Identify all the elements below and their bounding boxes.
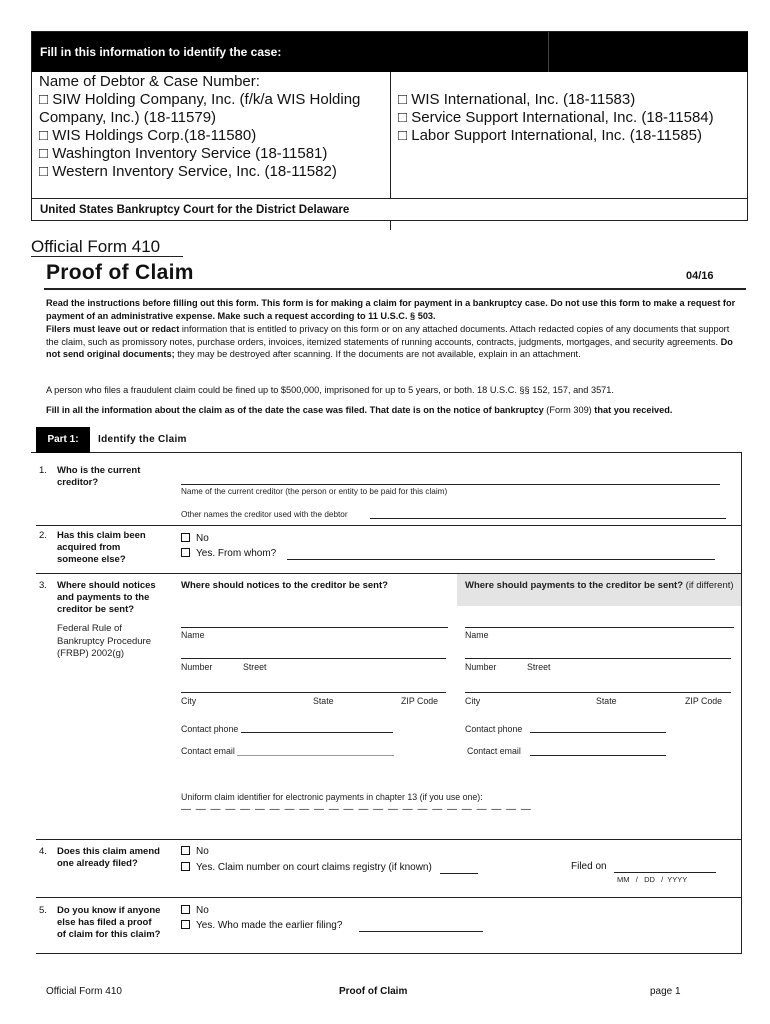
q4-question: Does this claim amend one already filed? — [57, 846, 160, 869]
debtor-option[interactable]: □ Washington Inventory Service (18-11581) — [39, 145, 328, 162]
debtor-option[interactable]: □ Labor Support International, Inc. (18-11585) — [398, 127, 702, 144]
notices-city-label: City — [181, 696, 197, 706]
debtor-option[interactable]: □ SIW Holding Company, Inc. (f/k/a WIS Holding — [39, 91, 361, 108]
claim-number-input[interactable] — [440, 873, 478, 874]
footer-page-number: page 1 — [650, 986, 681, 997]
checkbox-icon[interactable] — [181, 846, 190, 855]
case-identification-box — [31, 31, 748, 221]
q2-yes-option[interactable]: Yes. From whom? — [181, 547, 276, 561]
checkbox-icon[interactable]: □ — [398, 91, 408, 108]
checkbox-icon[interactable]: □ — [39, 145, 49, 162]
form-revision: 04/16 — [686, 270, 714, 282]
payments-street-input[interactable] — [465, 658, 731, 659]
q2-question: Has this claim been acquired from someone else? — [57, 530, 146, 565]
part1-title: Identify the Claim — [98, 434, 187, 445]
row-divider — [36, 525, 742, 526]
q4-number: 4. — [39, 846, 47, 857]
notices-number-label: Number — [181, 662, 213, 672]
case-box-right-column — [398, 91, 714, 145]
notices-heading: Where should notices to the creditor be sent? — [181, 580, 388, 591]
payments-email-input[interactable] — [530, 755, 666, 756]
debtor-label: Name of Debtor & Case Number: — [39, 73, 260, 90]
footer-form-title: Proof of Claim — [339, 986, 408, 997]
title-divider — [44, 288, 746, 290]
notices-state-label: State — [313, 696, 334, 706]
payments-heading: Where should payments to the creditor be sent? (if different) — [465, 580, 734, 591]
court-name: United States Bankruptcy Court for the District Delaware — [32, 198, 747, 220]
payments-street-label: Street — [527, 662, 551, 672]
checkbox-icon[interactable] — [181, 533, 190, 542]
q5-question: Do you know if anyone else has filed a proof of claim for this claim? — [57, 905, 161, 940]
date-format-hint: MM / DD / YYYY — [617, 875, 688, 884]
payments-name-label: Name — [465, 630, 489, 640]
q5-number: 5. — [39, 905, 47, 916]
q4-no-option[interactable]: No — [181, 845, 209, 859]
footer-form-number: Official Form 410 — [46, 986, 122, 997]
uniform-claim-id-input[interactable]: — — — — — — — — — — — — — — — — — — — — — — — — — [181, 804, 532, 815]
intro-fraud-warning: A person who files a fraudulent claim could be fined up to $500,000, imprisoned for up to 5 years, or both. 18 U.S.C. §§ 152, 157, and 3571. — [46, 385, 614, 395]
filed-on-label: Filed on — [571, 861, 607, 872]
q4-yes-option[interactable]: Yes. Claim number on court claims registry (if known) — [181, 861, 432, 875]
intro-redaction: Filers must leave out or redact information that is entitled to privacy on this form or on any attached documents. Attach redacted copies of any documents that support the claim, such as promissory notes, purchase orders, invoices, itemized statements of running accounts, contracts, judgments, mortgages, and security agreements. Do not send original documents; they may be destroyed after scanning. If the documents are not available, explain in an attachment. — [46, 324, 733, 359]
checkbox-icon[interactable] — [181, 905, 190, 914]
uniform-claim-id-label: Uniform claim identifier for electronic payments in chapter 13 (if you use one): — [181, 792, 483, 802]
notices-name-input[interactable] — [181, 627, 448, 628]
creditor-name-input[interactable] — [181, 484, 720, 485]
debtor-option[interactable]: □ Western Inventory Service, Inc. (18-11582) — [39, 163, 337, 180]
payments-email-label: Contact email — [467, 746, 521, 756]
checkbox-icon[interactable]: □ — [39, 163, 49, 180]
payments-name-input[interactable] — [465, 627, 734, 628]
notices-zip-label: ZIP Code — [401, 696, 439, 706]
other-names-input[interactable] — [370, 518, 726, 519]
other-names-label: Other names the creditor used with the debtor — [181, 510, 348, 519]
intro-fill-all: Fill in all the information about the claim as of the date the case was filed. That date is on the notice of bankruptcy (Form 309) that you received. — [46, 405, 673, 415]
part1-label: Part 1: — [36, 427, 90, 453]
payments-city-input[interactable] — [465, 692, 731, 693]
payments-zip-label: ZIP Code — [685, 696, 723, 706]
notices-street-label: Street — [243, 662, 267, 672]
earlier-filer-input[interactable] — [359, 931, 483, 932]
from-whom-input[interactable] — [287, 559, 715, 560]
row-divider — [36, 897, 742, 898]
creditor-name-caption: Name of the current creditor (the person or entity to be paid for this claim) — [181, 487, 448, 496]
filed-on-date-input[interactable] — [614, 872, 716, 873]
notices-street-input[interactable] — [181, 658, 446, 659]
checkbox-icon[interactable] — [181, 548, 190, 557]
form-number: Official Form 410 — [31, 237, 161, 256]
notices-phone-label: Contact phone — [181, 724, 239, 734]
checkbox-icon[interactable]: □ — [39, 127, 49, 144]
debtor-option[interactable]: □ WIS International, Inc. (18-11583) — [398, 91, 636, 108]
checkbox-icon[interactable] — [181, 862, 190, 871]
notices-name-label: Name — [181, 630, 205, 640]
notices-city-input[interactable] — [181, 692, 446, 693]
payments-phone-label: Contact phone — [465, 724, 523, 734]
intro-instructions: Read the instructions before filling out this form. This form is for making a claim for payment in a bankruptcy case. Do not use this form to make a request for payment of an administrative expense. Make such a request according to 11 U.S.C. § 503. — [46, 298, 736, 321]
debtor-option[interactable]: □ Service Support International, Inc. (18-11584) — [398, 109, 714, 126]
form-right-border — [741, 453, 742, 953]
checkbox-icon[interactable] — [181, 920, 190, 929]
form-number-underline — [31, 256, 183, 257]
payments-state-label: State — [596, 696, 617, 706]
debtor-option-continued: Company, Inc.) (18-11579) — [39, 109, 217, 126]
page-title: Proof of Claim — [46, 261, 194, 284]
q2-number: 2. — [39, 530, 47, 541]
q3-question: Where should notices and payments to the creditor be sent? — [57, 580, 156, 615]
form-bottom-border — [36, 953, 742, 954]
q2-no-option[interactable]: No — [181, 532, 209, 546]
checkbox-icon[interactable]: □ — [39, 91, 49, 108]
q5-yes-option[interactable]: Yes. Who made the earlier filing? — [181, 919, 342, 933]
q5-no-option[interactable]: No — [181, 904, 209, 918]
notices-email-input[interactable] — [237, 755, 394, 756]
checkbox-icon[interactable]: □ — [398, 109, 408, 126]
q1-question: Who is the current creditor? — [57, 465, 141, 488]
notices-email-label: Contact email — [181, 746, 235, 756]
q3-number: 3. — [39, 580, 47, 591]
case-box-header-extension — [548, 32, 748, 72]
case-box-header: Fill in this information to identify the case: — [32, 32, 747, 72]
q1-number: 1. — [39, 465, 47, 476]
debtor-option[interactable]: □ WIS Holdings Corp.(18-11580) — [39, 127, 257, 144]
payments-number-label: Number — [465, 662, 497, 672]
payments-phone-input[interactable] — [530, 732, 666, 733]
payments-city-label: City — [465, 696, 481, 706]
row-divider — [36, 839, 742, 840]
notices-phone-input[interactable] — [241, 732, 393, 733]
frbp-reference: Federal Rule of Bankruptcy Procedure (FRBP) 2002(g) — [57, 623, 151, 659]
checkbox-icon[interactable]: □ — [398, 127, 408, 144]
